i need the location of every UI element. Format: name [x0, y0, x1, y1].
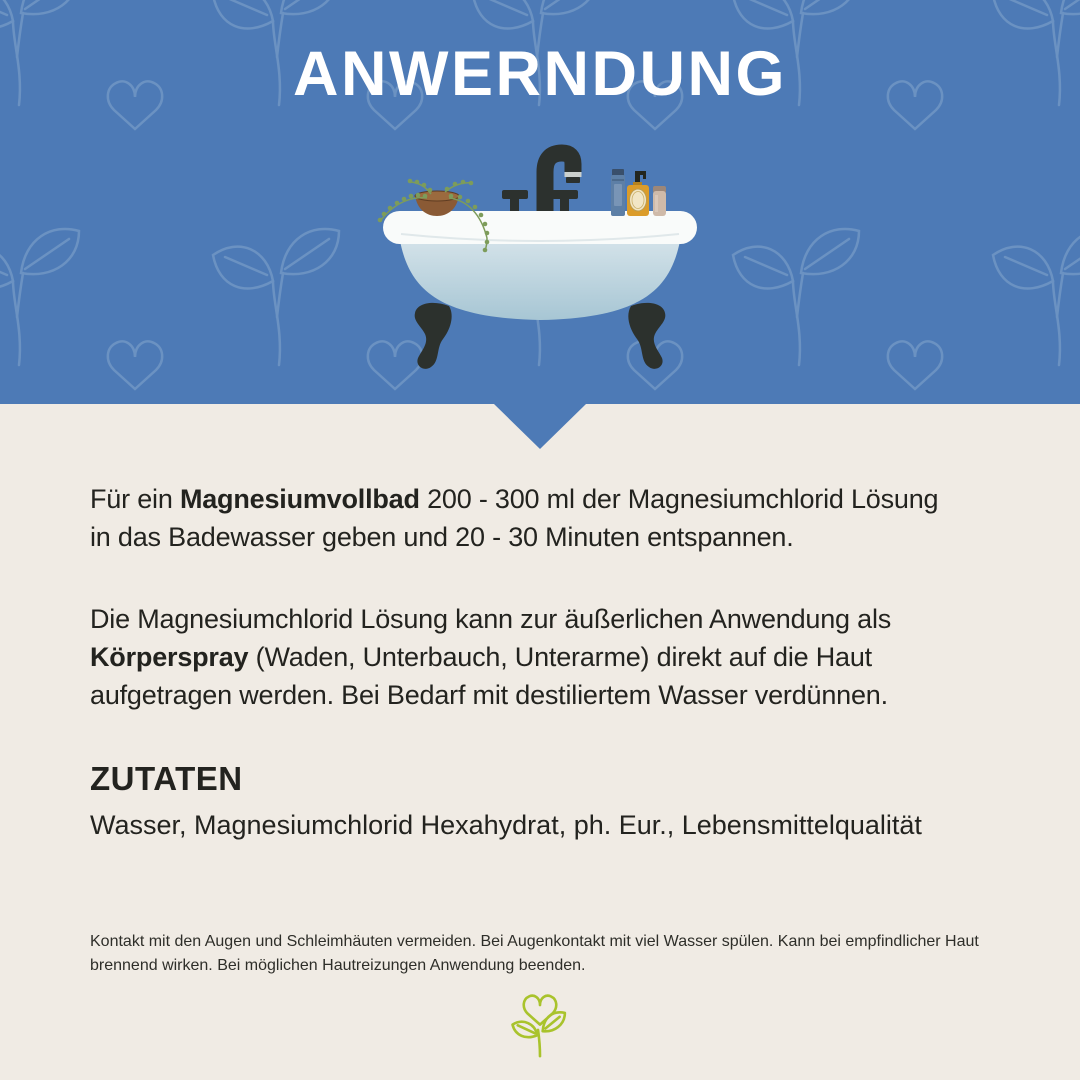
p2-pre: Die Magnesiumchlorid Lösung kann zur äußerlichen Anwendung als	[90, 604, 892, 634]
brand-logo	[507, 988, 573, 1065]
bathtub-illustration	[375, 138, 705, 378]
p1-pre: Für ein	[90, 484, 180, 514]
usage-paragraph-spray	[90, 600, 955, 714]
soap-dispenser	[627, 171, 649, 216]
ingredients-text: Wasser, Magnesiumchlorid Hexahydrat, ph. Eur., Lebensmittelqualität	[90, 810, 922, 840]
lotion-tube	[611, 169, 625, 216]
usage-paragraph-bath	[90, 480, 955, 556]
heart-plant-logo-icon	[507, 988, 573, 1060]
p1-bold: Magnesiumvollbad	[179, 484, 420, 514]
disclaimer-text: Kontakt mit den Augen und Schleimhäuten vermeiden. Bei Augenkontakt mit viel Wasser spülen. Kann bei empfindlicher Haut brennend wirken. Bei möglichen Hautreizungen Anwendung beenden.	[90, 933, 979, 974]
claw-foot-left	[415, 303, 452, 369]
faucet-icon	[502, 153, 582, 220]
page-title: ANWERNDUNG	[293, 39, 787, 109]
bathtub-rim	[383, 211, 697, 244]
content-section	[0, 404, 1080, 1065]
cosmetic-jar	[653, 186, 666, 216]
hero-section	[0, 0, 1080, 404]
ingredients-heading: ZUTATEN	[90, 760, 243, 797]
p1-post: 200 - 300 ml der Magnesiumchlorid Lösung in das Badewasser geben und 20 - 30 Minuten entspannen.	[90, 484, 939, 552]
p2-post: (Waden, Unterbauch, Unterarme) direkt auf die Haut aufgetragen werden. Bei Bedarf mit destiliertem Wasser verdünnen.	[90, 642, 888, 710]
p2-bold: Körperspray	[90, 642, 249, 672]
claw-foot-right	[628, 303, 665, 369]
